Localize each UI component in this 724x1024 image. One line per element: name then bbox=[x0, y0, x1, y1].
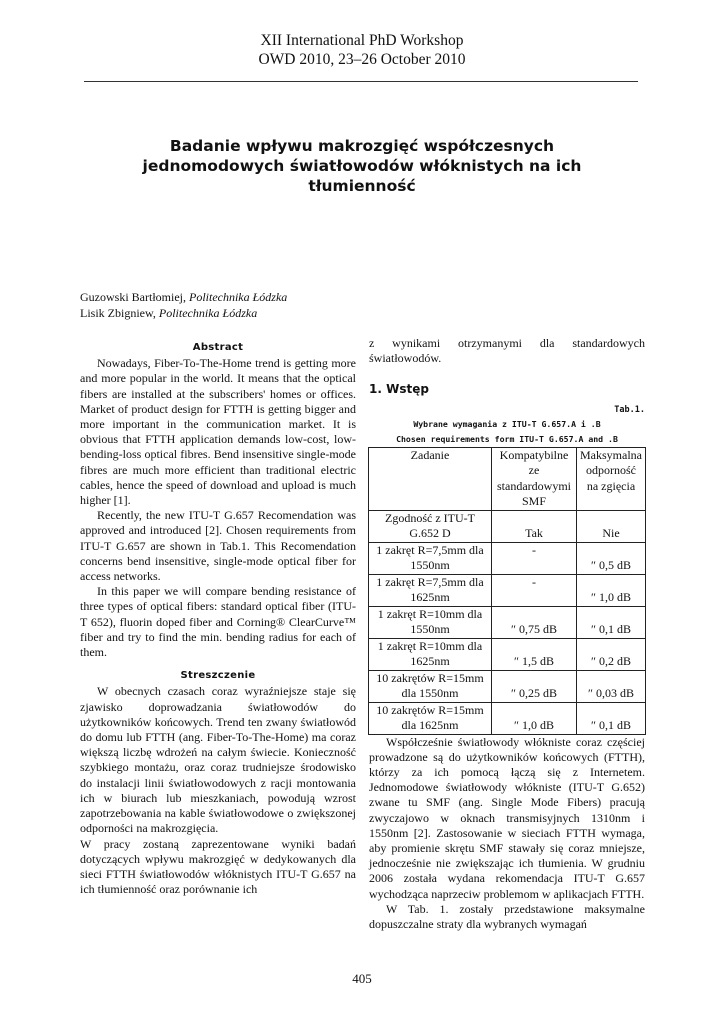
streszczenie-heading: Streszczenie bbox=[180, 670, 256, 682]
requirements-table bbox=[368, 447, 646, 735]
table-cell: ″ 0,25 dB bbox=[492, 670, 577, 702]
table-header-row bbox=[369, 447, 646, 510]
body-paragraph: W Tab. 1. zostały przedstawione maksymalne dopuszczalne straty dla wybranych wymagań bbox=[369, 901, 645, 932]
table-caption-en: Chosen requirements form ITU-T G.657.A and .B bbox=[396, 433, 618, 444]
table-cell: Zgodność z ITU-T G.652 D bbox=[369, 510, 492, 542]
table-cell: ″ 1,0 dB bbox=[492, 702, 577, 734]
continued-text: z wynikami otrzymanymi dla standardowych światłowodów. bbox=[369, 336, 645, 366]
table-cell: 10 zakrętów R=15mm dla 1625nm bbox=[369, 702, 492, 734]
affiliation: Politechnika Łódzka bbox=[188, 290, 288, 304]
table-header-cell: Zadanie bbox=[369, 447, 492, 510]
table-row bbox=[369, 670, 646, 702]
author-2: Lisik Zbigniew, Politechnika Łódzka bbox=[80, 305, 258, 320]
table-cell: ″ 0,1 dB bbox=[577, 606, 646, 638]
table-cell: - bbox=[492, 574, 577, 606]
table-cell: - bbox=[492, 542, 577, 574]
table-row bbox=[369, 606, 646, 638]
table-row bbox=[369, 702, 646, 734]
table-cell: 1 zakręt R=10mm dla 1550nm bbox=[369, 606, 492, 638]
page-number: 405 bbox=[352, 971, 372, 986]
table-cell: ″ 0,2 dB bbox=[577, 638, 646, 670]
table-cell: ″ 0,03 dB bbox=[577, 670, 646, 702]
table-cell: 1 zakręt R=10mm dla 1625nm bbox=[369, 638, 492, 670]
streszczenie-paragraph: W obecnych czasach coraz wyraźniejsze staje się zjawisko doprowadzania światłowodów do użytkowników końcowych. Trend ten zwany światłowód do domu lub FTTH (ang. Fiber-To-The-Home) ma coraz większą liczbę wdrożeń na całym świecie. Konieczność szybkiego montażu, oraz coraz trudniejsze środowisko do instalacji linii światłowodowych z racji montowania ich w biurach lub mieszkaniach, powodują wzrost zapotrzebowania na kable światłowodowe o zwiększonej odporności na makrozgięcia. bbox=[80, 684, 356, 836]
table-row bbox=[369, 574, 646, 606]
table-cell: ″ 1,0 dB bbox=[577, 574, 646, 606]
table-cell: 1 zakręt R=7,5mm dla 1625nm bbox=[369, 574, 492, 606]
table-cell: 1 zakręt R=7,5mm dla 1550nm bbox=[369, 542, 492, 574]
table-cell: 10 zakrętów R=15mm dla 1550nm bbox=[369, 670, 492, 702]
header-rule bbox=[84, 81, 638, 82]
section-heading: 1. Wstęp bbox=[369, 382, 429, 397]
table-row bbox=[369, 638, 646, 670]
author-list bbox=[80, 290, 580, 321]
abstract-heading: Abstract bbox=[192, 342, 244, 353]
abstract-paragraph: Recently, the new ITU-T G.657 Recomendation was approved and introduced [2]. Chosen requirements from ITU-T G.657 are shown in Tab.1. This Recomendation concerns bend insensitive, single-mode optical fiber for access networks. bbox=[80, 508, 356, 584]
paper-title: Badanie wpływu makrozgięć współczesnych jednomodowych światłowodów włóknistych na ich tłumienność bbox=[142, 137, 582, 195]
table-cell: ″ 1,5 dB bbox=[492, 638, 577, 670]
workshop-dates: OWD 2010, 23–26 October 2010 bbox=[258, 51, 466, 68]
table-cell: ″ 0,5 dB bbox=[577, 542, 646, 574]
abstract-paragraph: In this paper we will compare bending resistance of three types of optical fibers: standard optical fiber (ITU-T 652), fluorin doped fiber and Corning® ClearCurve™ fiber and try to find the min. bending radius for each of them. bbox=[80, 584, 356, 660]
streszczenie-paragraph: W pracy zostaną zaprezentowane wyniki badań dotyczących wpływu makrozgięć w dedykowanych dla sieci FTTH światłowodów włóknistych ITU-T G.657 na ich tłumienność oraz porównanie ich bbox=[80, 836, 356, 897]
table-cell: Nie bbox=[577, 510, 646, 542]
table-header-cell: Maksymalna odporność na zgięcia bbox=[577, 447, 646, 510]
table-cell: ″ 0,75 dB bbox=[492, 606, 577, 638]
table-header-cell: Kompatybilne ze standardowymi SMF bbox=[492, 447, 577, 510]
table-row bbox=[369, 542, 646, 574]
affiliation: Politechnika Łódzka bbox=[158, 305, 258, 320]
left-column bbox=[80, 340, 356, 897]
page-header bbox=[0, 31, 724, 69]
table-cell: ″ 0,1 dB bbox=[577, 702, 646, 734]
right-column bbox=[369, 336, 645, 932]
body-paragraph: Współcześnie światłowody włókniste coraz częściej prowadzone są do użytkowników końcowych (FTTH), którzy za ich pomocą łączą się z Internetem. Jednomodowe światłowody włókniste (ITU-T G.652) zwane tu SMF (ang. Single Mode Fibers) pracują zwyczajowo w oknach transmisyjnych 1310nm i 1550nm [2]. Zastosowanie w sieciach FTTH wymaga, aby promienie skrętu SMF stawały się coraz mniejsze, jednocześnie nie zwiększając ich tłumienia. W grudniu 2006 została wydana rekomendacja ITU-T G.657 wychodząca naprzeciw problemom w aplikacjach FTTH. bbox=[369, 734, 645, 901]
workshop-name: XII International PhD Workshop bbox=[260, 32, 464, 49]
table-cell: Tak bbox=[492, 510, 577, 542]
table-number: Tab.1. bbox=[614, 404, 645, 415]
author-1: Guzowski Bartłomiej, Politechnika Łódzka bbox=[80, 290, 288, 304]
table-caption-pl: Wybrane wymagania z ITU-T G.657.A i .B bbox=[413, 418, 601, 429]
abstract-paragraph: Nowadays, Fiber-To-The-Home trend is getting more and more popular in the world. It means that the optical fibers are installed at the subscribers' homes or offices. Market of product design for FTTH is getting bigger and more important in the communication market. It is obvious that FTTH application demands low-cost, low-bending-loss optical fibres. Bend insensitive single-mode fibres are much more efficient than traditional electric cables, hence the speed of download and upload is much higher [1]. bbox=[80, 356, 356, 508]
table-row bbox=[369, 510, 646, 542]
